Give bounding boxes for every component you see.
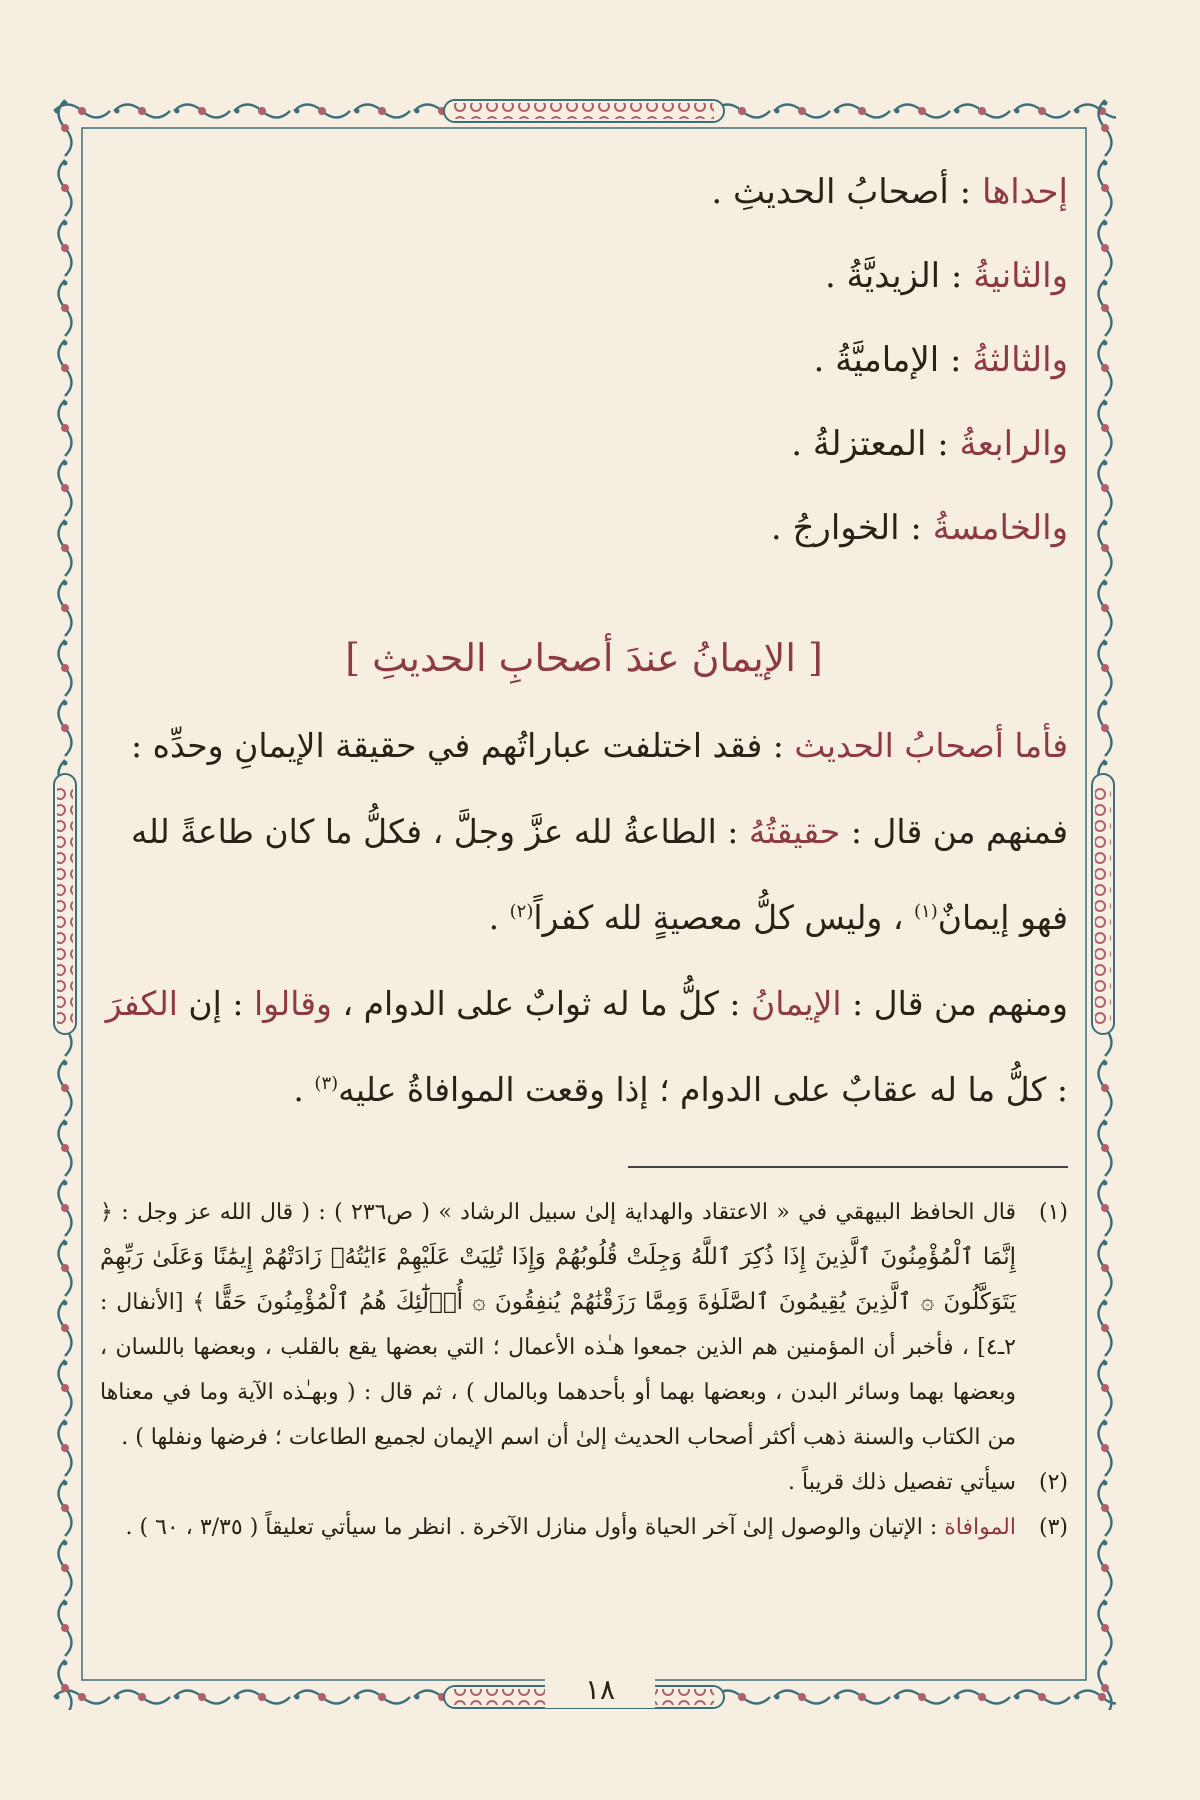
p3-text-2: : إن bbox=[177, 984, 254, 1023]
p1-text: : فقد اختلفت عباراتُهم في حقيقة الإيمانِ وحدِّه : bbox=[131, 726, 795, 765]
p2-intro: فمنهم من قال : bbox=[840, 812, 1068, 851]
footnote-body bbox=[100, 1505, 1016, 1550]
list-sep: : bbox=[940, 256, 974, 296]
footnote-divider bbox=[628, 1166, 1068, 1168]
footnote-ref-1[interactable]: (١) bbox=[914, 901, 938, 922]
p3-term-2: وقالوا bbox=[253, 984, 332, 1023]
list-value: الإماميَّةُ . bbox=[813, 340, 940, 380]
p2-text: : الطاعةُ لله عزَّ وجلَّ ، فكلُّ ما كان طاعةً لله فهو إيمانٌ bbox=[131, 812, 1068, 937]
section-heading: [ الإيمانُ عندَ أصحابِ الحديثِ ] bbox=[345, 636, 823, 680]
main-text bbox=[100, 150, 1068, 1550]
quran-verse: إِنَّمَا ٱلْمُؤْمِنُونَ ٱلَّذِينَ إِذَا ذُكِرَ ٱللَّهُ وَجِلَتْ قُلُوبُهُمْ وَإِذَا تُلِيَتْ عَلَيْهِمْ ءَايَٰتُهُۥ زَادَتْهُمْ إِيمَٰنًا وَعَلَىٰ رَبِّهِمْ يَتَوَكَّلُونَ ۞ ٱلَّذِينَ يُقِيمُونَ ٱلصَّلَوٰةَ وَمِمَّا رَزَقْنَٰهُمْ يُنفِقُونَ ۞ أُو۟لَٰٓئِكَ هُمُ ٱلْمُؤْمِنُونَ حَقًّا bbox=[100, 1244, 1016, 1315]
list-item-3 bbox=[100, 318, 1068, 402]
list-item-5 bbox=[100, 486, 1068, 570]
p3-text-3: : كلُّ ما له عقابٌ على الدوام ؛ إذا وقعت الموافاةُ عليه bbox=[338, 1070, 1068, 1109]
list-sep: : bbox=[939, 340, 973, 380]
footnote-term: الموافاة bbox=[944, 1515, 1016, 1540]
footnote-number: (٢) bbox=[1038, 1470, 1068, 1495]
list-item-4 bbox=[100, 402, 1068, 486]
list-value: الخوارجُ . bbox=[770, 508, 900, 548]
footnote-text: قال الحافظ البيهقي في « الاعتقاد والهداية إلىٰ سبيل الرشاد » ( ص٢٣٦ ) : ( قال الله عز وجل : ﴿ bbox=[100, 1200, 1016, 1225]
footnote-number: (١) bbox=[1038, 1200, 1068, 1225]
list-label: والرابعةُ bbox=[959, 424, 1068, 464]
p2-end: . bbox=[488, 898, 510, 937]
footnote-3 bbox=[100, 1505, 1068, 1550]
paragraph-2 bbox=[100, 792, 1068, 958]
footnote-body bbox=[100, 1190, 1016, 1460]
list-value: أصحابُ الحديثِ . bbox=[711, 172, 949, 212]
p3-end: . bbox=[293, 1070, 315, 1109]
footnote-2 bbox=[100, 1460, 1068, 1505]
list-label: والثالثةُ bbox=[972, 340, 1068, 380]
list-value: الزيديَّةُ . bbox=[824, 256, 941, 296]
footnote-ref-2[interactable]: (٢) bbox=[509, 901, 534, 922]
list-item-2 bbox=[100, 234, 1068, 318]
footnote-number: (٣) bbox=[1038, 1515, 1068, 1540]
paragraph-3 bbox=[100, 964, 1068, 1130]
paragraph-1 bbox=[100, 706, 1068, 786]
list-value: المعتزلةُ . bbox=[791, 424, 927, 464]
p3-term-3: الكفرَ bbox=[105, 984, 178, 1023]
list-label: والثانيةُ bbox=[973, 256, 1068, 296]
footnote-text-2: ﴾ [الأنفال : ٢ـ٤] ، فأخبر أن المؤمنين هم الذين جمعوا هـٰذه الأعمال ؛ التي بعضها يقع بالقلب ، وبعضها باللسان ، وبعضها بهما وسائر البدن ، وبعضها بهما أو بأحدهما وبالمال ) ، ثم قال : ( وبهـٰذه الآية وما في معناها من الكتاب والسنة ذهب أكثر أصحاب الحديث إلىٰ أن اسم الإيمان لجميع الطاعات ؛ فرضها ونفلها ) . bbox=[100, 1290, 1016, 1450]
p3-intro: ومنهم من قال : bbox=[841, 984, 1068, 1023]
p2-term: حقيقتُهُ bbox=[748, 812, 841, 851]
footnote-body: سيأتي تفصيل ذلك قريباً . bbox=[788, 1470, 1016, 1495]
list-sep: : bbox=[899, 508, 933, 548]
list-sep: : bbox=[948, 172, 982, 212]
p1-term: فأما أصحابُ الحديث bbox=[794, 726, 1068, 765]
page-number: ١٨ bbox=[545, 1672, 655, 1708]
footnote-text: : الإتيان والوصول إلىٰ آخر الحياة وأول منازل الآخرة . انظر ما سيأتي تعليقاً ( ٣/٣٥ ، ٦٠ ) . bbox=[125, 1515, 945, 1540]
p3-term: الإيمانُ bbox=[751, 984, 842, 1023]
list-item-1 bbox=[100, 150, 1068, 234]
p2-text-2: ، وليس كلُّ معصيةٍ لله كفراً bbox=[533, 898, 915, 937]
list-label: والخامسةُ bbox=[932, 508, 1068, 548]
list-sep: : bbox=[926, 424, 960, 464]
list-label: إحداها bbox=[981, 172, 1068, 212]
p3-text: : كلُّ ما له ثوابٌ على الدوام ، bbox=[331, 984, 752, 1023]
footnote-ref-3[interactable]: (٣) bbox=[314, 1073, 339, 1094]
footnote-1 bbox=[100, 1190, 1068, 1460]
